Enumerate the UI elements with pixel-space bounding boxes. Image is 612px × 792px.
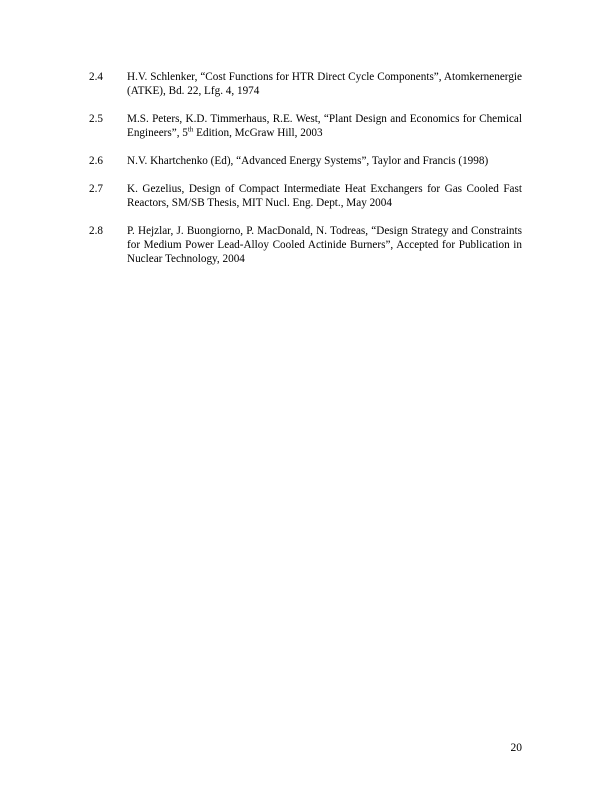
reference-text: H.V. Schlenker, “Cost Functions for HTR Direct Cycle Components”, Atomkernenergie (ATKE), Bd. 22, Lfg. 4, 1974 <box>127 71 522 97</box>
reference-item <box>89 70 522 98</box>
reference-item <box>89 154 522 168</box>
reference-list <box>89 70 522 280</box>
reference-text-part: Edition, McGraw Hill, 2003 <box>193 127 323 139</box>
reference-number: 2.7 <box>89 183 103 195</box>
reference-text: N.V. Khartchenko (Ed), “Advanced Energy Systems”, Taylor and Francis (1998) <box>127 155 489 167</box>
reference-text <box>127 112 522 140</box>
reference-number: 2.4 <box>89 71 103 83</box>
reference-text: P. Hejzlar, J. Buongiorno, P. MacDonald, N. Todreas, “Design Strategy and Constraints for Medium Power Lead-Alloy Cooled Actinide Burners”, Accepted for Publication in Nuclear Technology, 2004 <box>127 225 522 265</box>
reference-number: 2.6 <box>89 155 103 167</box>
reference-number: 2.5 <box>89 113 103 125</box>
reference-text: K. Gezelius, Design of Compact Intermediate Heat Exchangers for Gas Cooled Fast Reactors, SM/SB Thesis, MIT Nucl. Eng. Dept., May 2004 <box>127 183 522 209</box>
page-number: 20 <box>510 742 522 754</box>
reference-item <box>89 112 522 140</box>
ordinal-superscript: th <box>187 125 194 134</box>
reference-item <box>89 224 522 266</box>
reference-item <box>89 182 522 210</box>
reference-number: 2.8 <box>89 225 103 237</box>
reference-text-part: M.S. Peters, K.D. Timmerhaus, R.E. West, “Plant Design and Economics for Chemical Engineers”, 5 <box>127 113 522 139</box>
